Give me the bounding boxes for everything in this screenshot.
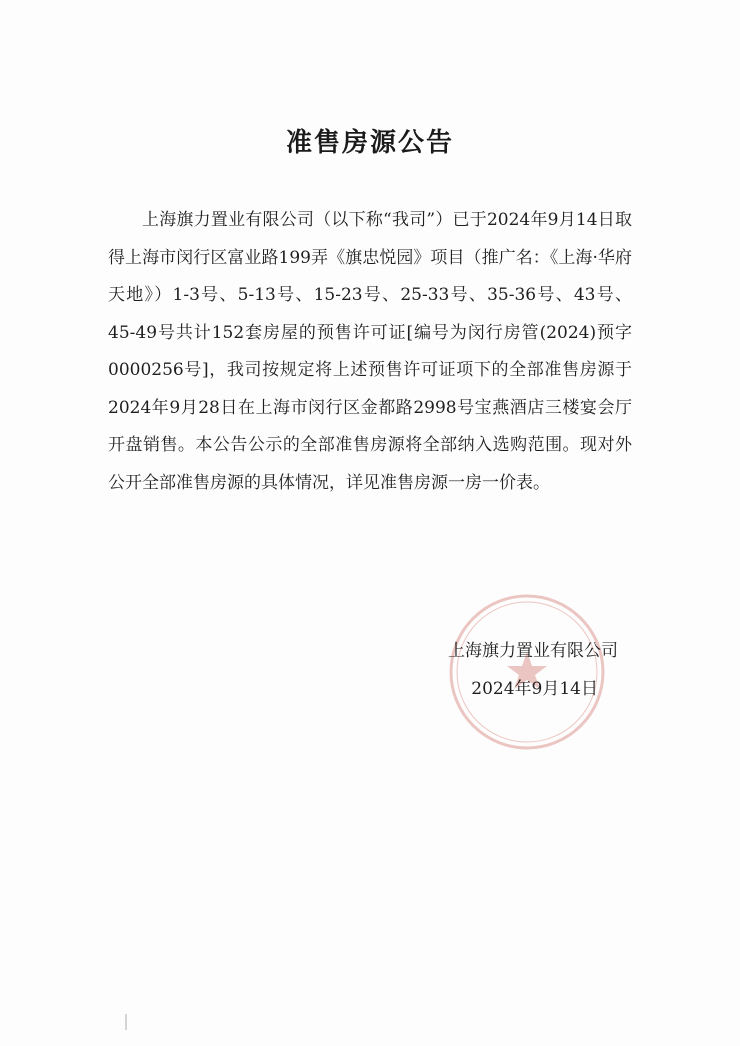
- announcement-paragraph: 上海旗力置业有限公司（以下称“我司”）已于2024年9月14日取得上海市闵行区富业路199弄《旗忠悦园》项目（推广名：《上海·华府天地》）1-3号、5-13号、15-23号、25-33号、35-36号、43号、45-49号共计152套房屋的预售许可证[编号为闵行房管(2024)预字0000256号]，我司按规定将上述预售许可证项下的全部准售房源于2024年9月28日在上海市闵行区金都路2998号宝燕酒店三楼宴会厅开盘销售。本公告公示的全部准售房源将全部纳入选购范围。现对外公开全部准售房源的具体情况，详见准售房源一房一价表。: [108, 210, 632, 493]
- document-title: 准售房源公告: [285, 128, 454, 158]
- announcement-body: [108, 202, 632, 502]
- scan-artifact: [125, 1014, 127, 1030]
- signature-date: 2024年9月14日: [471, 679, 598, 699]
- signature-block: [400, 632, 618, 708]
- signature-company: 上海旗力置业有限公司: [448, 641, 618, 661]
